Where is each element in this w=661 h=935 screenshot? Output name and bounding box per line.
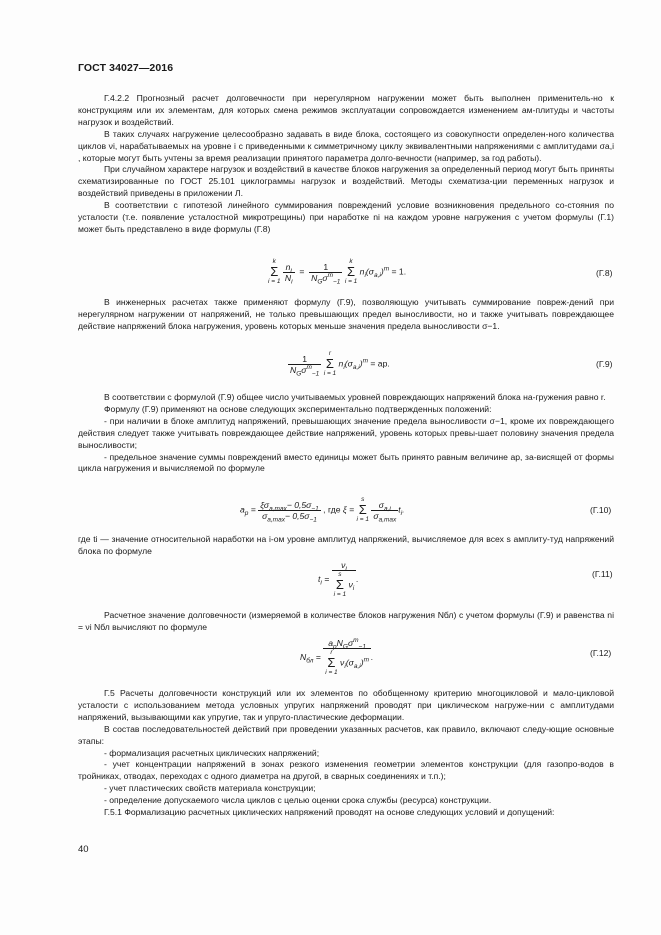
text-block-g9-intro — [78, 297, 614, 333]
paragraph: В соответствии с формулой (Г.9) общее число учитываемых уровней повреждающих напряжений блока на-гружения равно r. — [104, 392, 606, 402]
paragraph: В таких случаях нагружение целесообразно задавать в виде блока, состоящего из совокупности определен-ного количества циклов νi, нарабатываемых на уровне i с приведенными к симметричному циклу эквивалентными напряжениями с амплитудами σa,i , которые могут быть учтены за время реализации принятого параметра долго-вечности (например, за год работы). — [78, 128, 614, 163]
paragraph: - предельное значение суммы повреждений вместо единицы может быть принято равным величине ap, за-висящей от формы цикла нагружения и вычисляемой по формуле — [78, 451, 614, 474]
formula-g8-result: = 1. — [391, 266, 407, 277]
paragraph: В состав последовательностей действий при проведении указанных расчетов, как правило, включают следу-ющие основные этапы: — [78, 723, 614, 746]
paragraph: Г.4.2.2 Прогнозный расчет долговечности при нерегулярном нагружении может быть выполнен применитель-но к конструкциям или их элементам, для которых смена режимов эксплуатации сопровождается изменением ам-плитуды и частоты нагрузок и воздействий. — [78, 93, 614, 127]
formula-number: (Г.12) — [590, 648, 612, 658]
paragraph: В инженерных расчетах также применяют формулу (Г.9), позволяющую учитывать суммирование повреж-дений при нерегулярном нагружении от напряжений, не только превышающих предел выносливости, но и также учитывать повреждающее действие напряжений блока нагружения, уровень которых меньше значения предела выносливости σ−1. — [78, 297, 614, 331]
paragraph: - определение допускаемого числа циклов с целью оценки срока службы (ресурса) конструкции. — [104, 795, 492, 806]
paragraph: - учет пластических свойств материала конструкции; — [104, 783, 316, 794]
text-block-g5 — [78, 688, 614, 819]
paragraph: где ti — значение относительной наработки на i-ом уровне амплитуд напряжений, вычисляемое для всех s амплиту-туд напряжений блока по формуле — [78, 534, 614, 556]
formula-number: (Г.8) — [596, 268, 613, 278]
page-number: 40 — [78, 844, 89, 855]
paragraph: - формализация расчетных циклических напряжений; — [104, 747, 320, 758]
paragraph: Г.5.1 Формализацию расчетных циклических напряжений проводят на основе следующих условий и допущений: — [104, 807, 555, 818]
text-block-intro — [78, 93, 614, 236]
paragraph: - учет концентрации напряжений в зонах резкого изменения геометрии элементов конструкции (для газопро-водов в тройниках, отводах, переходах с одного диаметра на другой, в сварных соединениях и т.п.); — [78, 759, 614, 782]
paragraph: Формулу (Г.9) применяют на основе следующих экспериментально подтвержденных положений: — [104, 403, 492, 414]
text-block-nbl — [78, 610, 614, 634]
formula-g9-result: = ap. — [370, 358, 390, 369]
formula-g9: $\frac{1}{N_G\sigma^m_{-1}}$ r Σ i = 1 $n_i(\sigma_{a,i})^m$ = ap. — [290, 350, 390, 378]
formula-number: (Г.10) — [590, 505, 612, 515]
formula-g10: $a_p$ = $\frac{\xi\sigma_{a,max}- 0,5\sigma_{-1}}{\sigma_{a,max}- 0,5\sigma_{-1}}$ , где ξ = s Σ i = 1 $\frac{\sigma_{a,i}}{\sigma_{a,max}}$ $t_i$. — [240, 496, 405, 524]
formula-g8: k Σ i = 1 $\frac{n_i}{N_i}$ = $\frac{1}{N_G\sigma^m_{-1}}$ k Σ i = 1 $n_i(\sigma_{a,i})^m = 1$. — [268, 258, 407, 286]
paragraph: При случайном характере нагрузок и воздействий в качестве блоков нагружения за определенный период могут быть приняты схематизированные по ГОСТ 25.101 циклограммы нагрузок и воздействий. Методы схематиза-ции переменных нагрузок и воздействий приведены в приложении Л. — [78, 164, 614, 199]
formula-number: (Г.9) — [596, 359, 613, 369]
paragraph: В соответствии с гипотезой линейного суммирования повреждений условие возникновения предельного со-стояния по усталости (т.е. появление усталостной микротрещины) при наработке ni на каждом уровне нагружения с учетом формулы (Г.1) может быть представлено в виде формулы (Г.8) — [78, 200, 614, 234]
formula-number: (Г.11) — [592, 569, 613, 579]
document-header: ГОСТ 34027—2016 — [78, 62, 174, 74]
paragraph: - при наличии в блоке амплитуд напряжений, превышающих значение предела выносливости σ−1, кроме их повреждающего действия следует также учитывать повреждающее действие напряжений, уровень которых превы-шает половину значения предела выносливости; — [78, 415, 614, 450]
paragraph: Расчетное значение долговечности (измеряемой в количестве блоков нагружения Nбл) с учетом формулы (Г.9) и равенства ni = νi Nбл вычисляют по формуле — [78, 610, 614, 632]
text-block-ti — [78, 534, 614, 558]
text-block-conditions — [78, 392, 614, 475]
formula-g12: $N_{бл}$ = $a_pN_G\sigma^m_{-1}$ r Σ i = 1 $\nu_i(\sigma_{a,i})^m$ . — [300, 637, 374, 676]
paragraph: Г.5 Расчеты долговечности конструкций или их элементов по обобщенному критерию многоцикловой и мало-цикловой усталости с использованием метода условных упругих напряжений проводят при циклическом нагруже-нии с амплитудами напряжений, вызывающими как упругие, так и упруго-пластические деформации. — [78, 688, 614, 722]
formula-g11: $t_i$ = $\nu_i$ s Σ i = 1 $\nu_i$ . — [318, 560, 359, 598]
